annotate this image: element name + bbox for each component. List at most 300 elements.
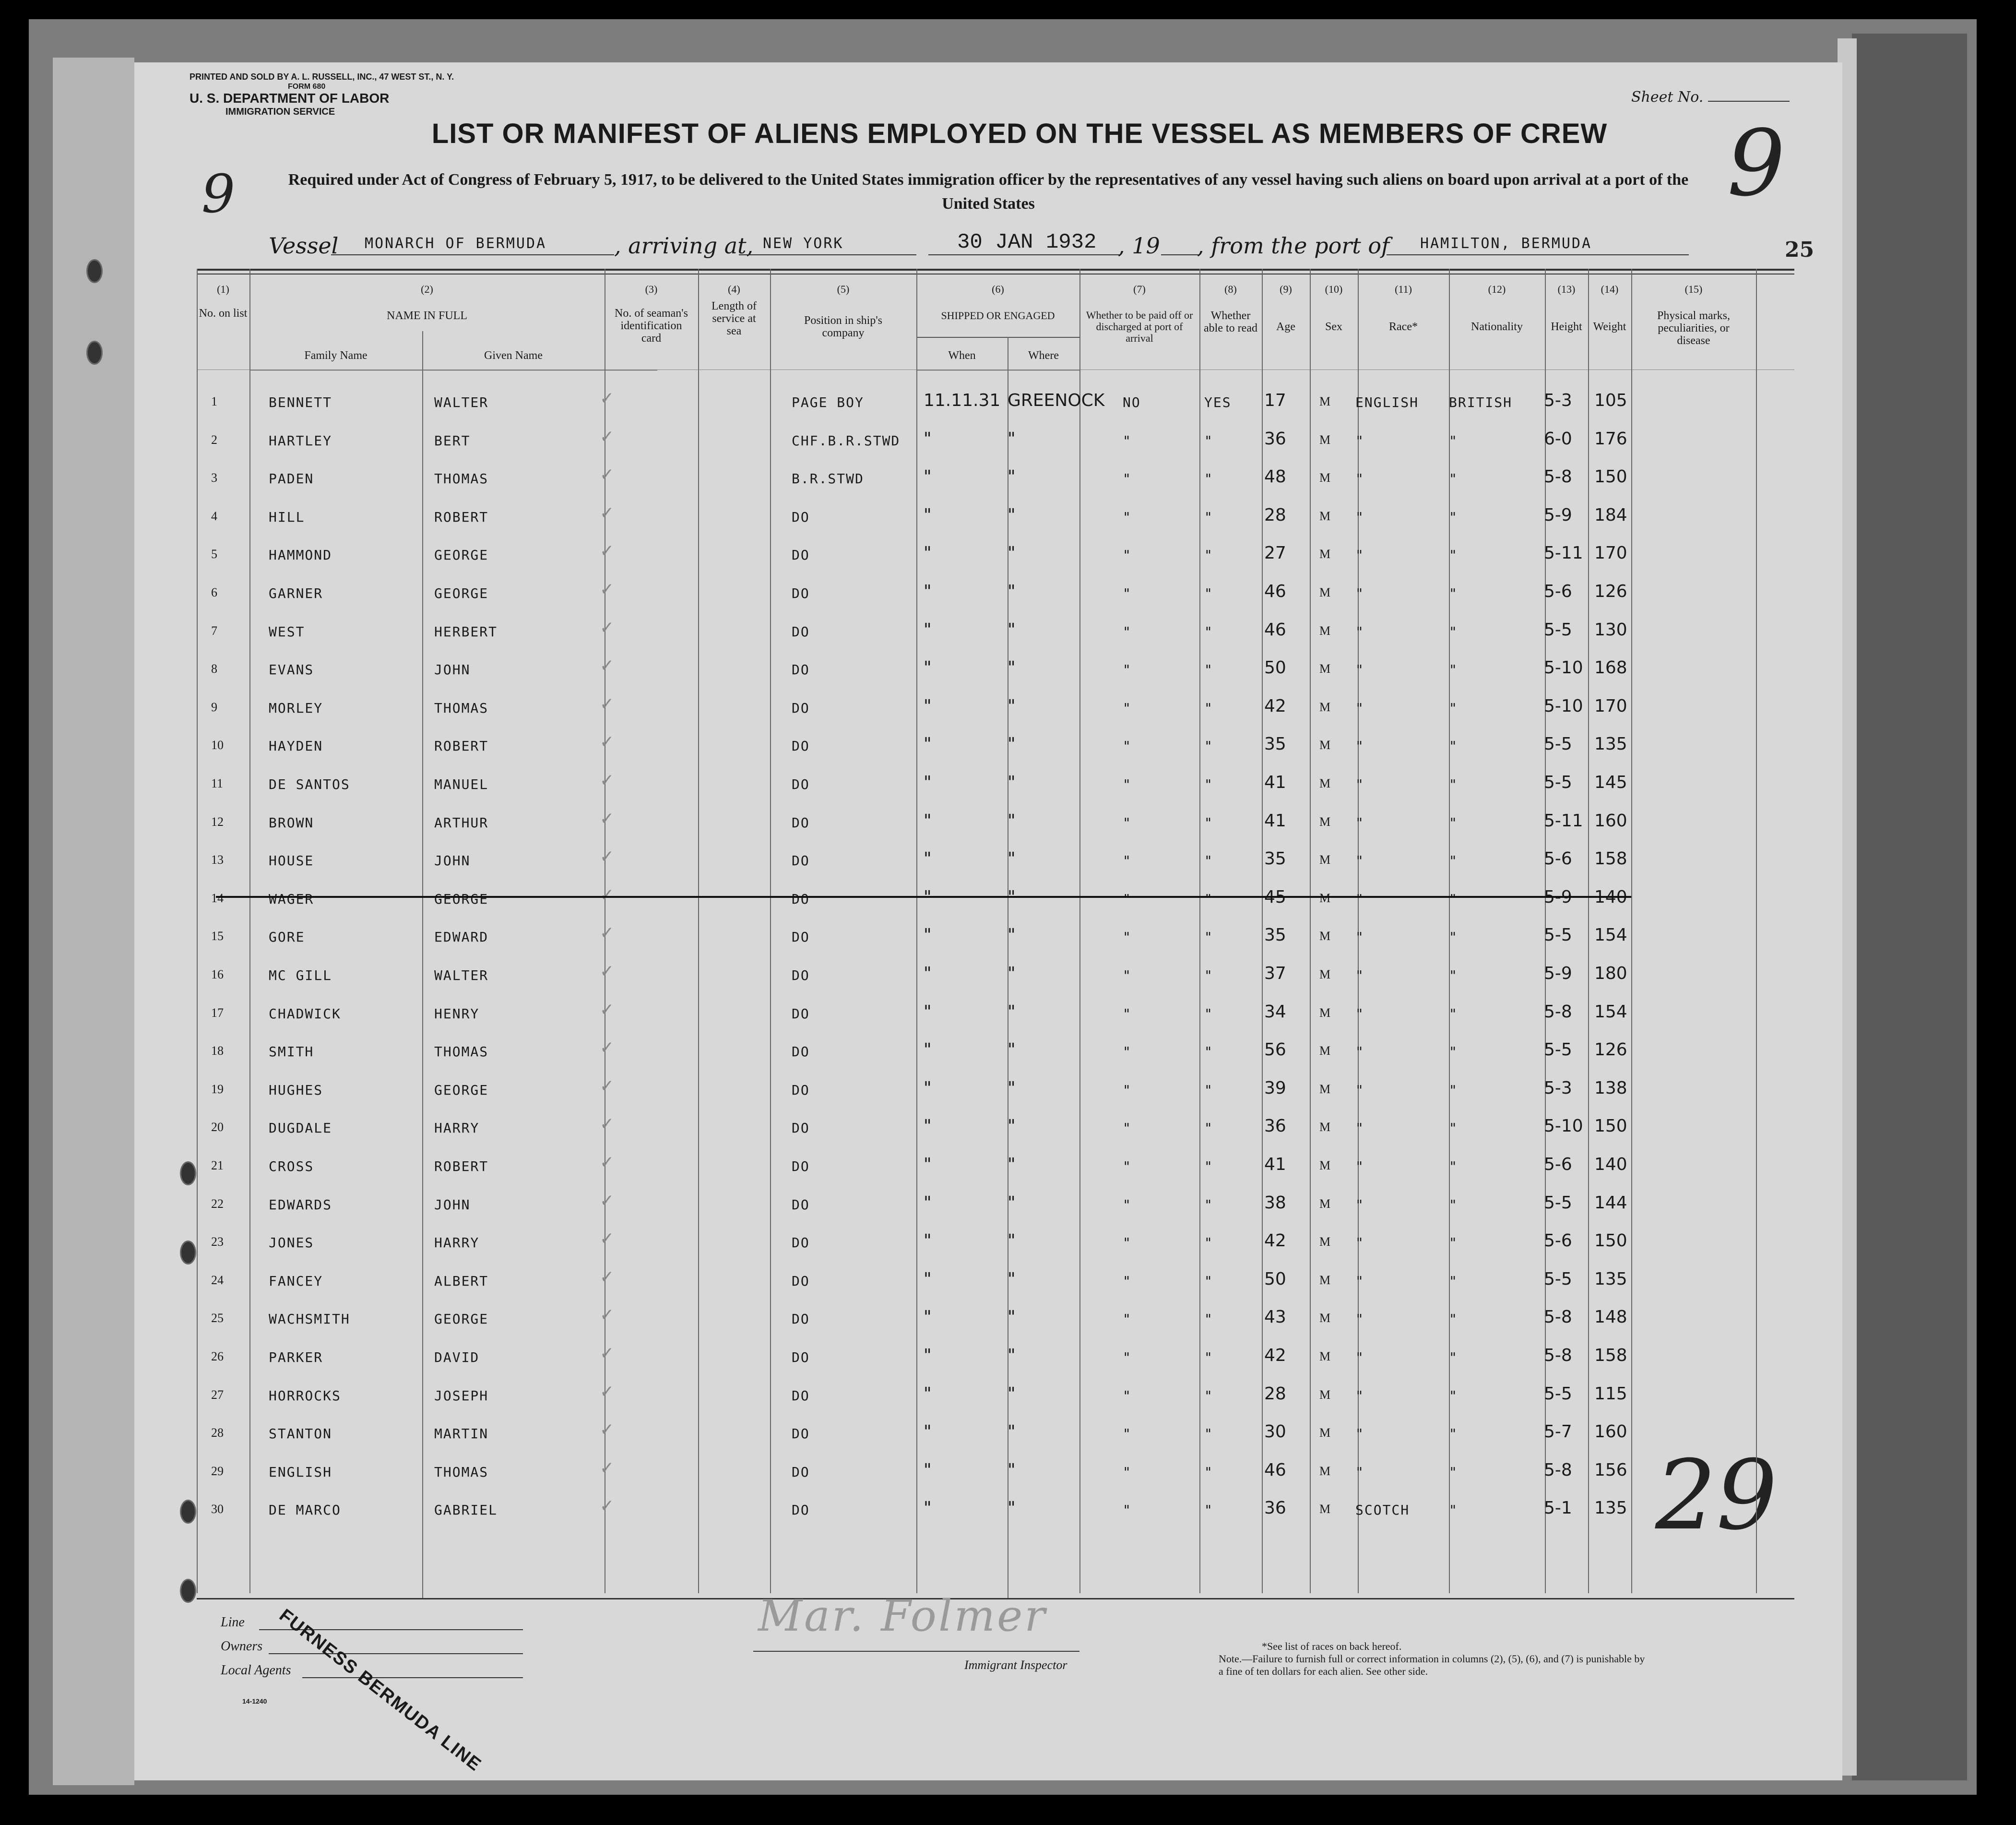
vessel-label: Vessel [269, 233, 339, 259]
cell-family-name: HILL [269, 509, 305, 525]
cell-paid-off: " [1123, 738, 1132, 754]
cell-able-to-read: " [1204, 1235, 1213, 1251]
col-head-family: Family Name [304, 349, 368, 362]
cell-weight: 170 [1594, 543, 1627, 563]
check-mark-icon: ✓ [600, 923, 615, 943]
cell-race: " [1355, 471, 1364, 487]
check-mark-icon: ✓ [600, 427, 615, 447]
cell-position: DO [792, 1082, 810, 1098]
cell-family-name: BROWN [269, 814, 314, 831]
cell-height: 5-3 [1544, 1078, 1572, 1098]
cell-height: 5-11 [1544, 811, 1583, 831]
cell-sex: M [1319, 1273, 1331, 1287]
col-num-14: (14) [1601, 283, 1619, 295]
cell-paid-off: " [1123, 1158, 1132, 1174]
cell-sex: M [1319, 1464, 1331, 1478]
col-head-name: NAME IN FULL [387, 310, 467, 322]
cell-race: " [1355, 1005, 1364, 1022]
cell-age: 17 [1264, 391, 1286, 410]
cell-race: " [1355, 853, 1364, 869]
cell-given-name: WALTER [434, 967, 489, 983]
cell-race: " [1355, 585, 1364, 601]
cell-age: 41 [1264, 773, 1286, 792]
cell-nationality: " [1449, 738, 1458, 754]
cell-paid-off: " [1123, 1502, 1132, 1518]
cell-row-number: 26 [211, 1349, 224, 1363]
col-head-height: Height [1551, 321, 1582, 333]
cell-family-name: ENGLISH [269, 1464, 332, 1480]
cell-position: DO [792, 1426, 810, 1442]
col-num-3: (3) [645, 283, 658, 295]
cell-paid-off: " [1123, 1120, 1132, 1136]
cell-paid-off: " [1123, 967, 1132, 983]
cell-given-name: GEORGE [434, 1311, 489, 1327]
cell-paid-off: " [1123, 623, 1132, 640]
departure-port: HAMILTON, BERMUDA [1420, 235, 1592, 252]
cell-sex: M [1319, 700, 1331, 714]
col-head-paid: Whether to be paid off or discharged at port of arrival [1086, 309, 1193, 344]
col-num-12: (12) [1488, 283, 1506, 295]
cell-height: 5-9 [1544, 505, 1572, 525]
cell-height: 5-6 [1544, 849, 1572, 869]
service-name: IMMIGRATION SERVICE [225, 107, 335, 117]
cell-family-name: MORLEY [269, 700, 323, 716]
cell-able-to-read: " [1204, 1464, 1213, 1480]
cell-race: " [1355, 776, 1364, 792]
cell-family-name: DE MARCO [269, 1502, 341, 1518]
cell-age: 43 [1264, 1307, 1286, 1327]
cell-paid-off: " [1123, 1005, 1132, 1022]
cell-position: DO [792, 1502, 810, 1518]
penalty-note: Note.—Failure to furnish full or correct information in columns (2), (5), (6), and (7) is punishable by a fine of ten dollars for each alien. See other side. [1219, 1653, 1645, 1677]
cell-paid-off: " [1123, 662, 1132, 678]
cell-given-name: THOMAS [434, 471, 489, 487]
cell-weight: 184 [1594, 505, 1627, 525]
cell-nationality: " [1449, 585, 1458, 601]
cell-shipped-where: " [1008, 964, 1016, 983]
cell-sex: M [1319, 814, 1331, 829]
cell-height: 5-7 [1544, 1422, 1572, 1442]
cell-row-number: 15 [211, 929, 224, 943]
cell-paid-off: " [1123, 1082, 1132, 1098]
cell-row-number: 21 [211, 1158, 224, 1172]
cell-shipped-when: " [924, 1193, 932, 1213]
cell-position: DO [792, 1349, 810, 1365]
cell-age: 42 [1264, 1231, 1286, 1251]
col-num-10: (10) [1325, 283, 1343, 295]
cell-given-name: GEORGE [434, 547, 489, 563]
cell-able-to-read: " [1204, 1005, 1213, 1022]
cell-race: " [1355, 1235, 1364, 1251]
cell-position: DO [792, 662, 810, 678]
cell-shipped-when: " [924, 811, 932, 831]
cell-age: 46 [1264, 1460, 1286, 1480]
cell-shipped-where: GREENOCK [1008, 391, 1105, 410]
cell-nationality: " [1449, 662, 1458, 678]
cell-sex: M [1319, 738, 1331, 752]
cell-given-name: HENRY [434, 1005, 480, 1022]
cell-shipped-when: " [924, 887, 932, 907]
cell-weight: 126 [1594, 1040, 1627, 1060]
cell-row-number: 29 [211, 1464, 224, 1478]
cell-position: PAGE BOY [792, 394, 864, 410]
cell-weight: 150 [1594, 467, 1627, 487]
cell-age: 35 [1264, 734, 1286, 754]
cell-position: DO [792, 585, 810, 601]
cell-given-name: THOMAS [434, 1044, 489, 1060]
cell-shipped-where: " [1008, 1193, 1016, 1213]
cell-nationality: " [1449, 1426, 1458, 1442]
cell-shipped-when: " [924, 1460, 932, 1480]
col-num-9: (9) [1280, 283, 1292, 295]
col-head-race: Race* [1389, 321, 1418, 333]
cell-height: 5-8 [1544, 1002, 1572, 1022]
col-head-where: Where [1028, 349, 1059, 362]
check-mark-icon: ✓ [600, 1496, 615, 1516]
cell-sex: M [1319, 967, 1331, 981]
cell-race: " [1355, 1044, 1364, 1060]
cell-nationality: " [1449, 1196, 1458, 1213]
cell-shipped-where: " [1008, 1460, 1016, 1480]
arriving-label: , arriving at, [614, 233, 754, 259]
col-head-length: Length of service at sea [712, 300, 757, 337]
col-head-no: No. on list [199, 307, 248, 320]
cell-shipped-when: " [924, 582, 932, 601]
cell-family-name: JONES [269, 1235, 314, 1251]
cell-weight: 170 [1594, 696, 1627, 716]
cell-shipped-when: " [924, 505, 932, 525]
cell-race: " [1355, 623, 1364, 640]
cell-family-name: DE SANTOS [269, 776, 350, 792]
cell-age: 39 [1264, 1078, 1286, 1098]
cell-nationality: " [1449, 1005, 1458, 1022]
cell-shipped-when: " [924, 696, 932, 716]
cell-shipped-when: " [924, 1384, 932, 1404]
cell-race: " [1355, 1120, 1364, 1136]
cell-row-number: 1 [211, 394, 217, 408]
col-num-1: (1) [217, 283, 229, 295]
cell-shipped-where: " [1008, 811, 1016, 831]
cell-position: DO [792, 1044, 810, 1060]
cell-weight: 144 [1594, 1193, 1627, 1213]
cell-sex: M [1319, 776, 1331, 790]
cell-age: 50 [1264, 658, 1286, 678]
cell-shipped-where: " [1008, 1346, 1016, 1365]
cell-paid-off: " [1123, 1426, 1132, 1442]
cell-paid-off: " [1123, 853, 1132, 869]
cell-race: " [1355, 547, 1364, 563]
cell-given-name: EDWARD [434, 929, 489, 945]
cell-age: 36 [1264, 429, 1286, 449]
cell-family-name: STANTON [269, 1426, 332, 1442]
cell-sex: M [1319, 1502, 1331, 1516]
cell-position: DO [792, 853, 810, 869]
col-num-6: (6) [992, 283, 1004, 295]
cell-row-number: 24 [211, 1273, 224, 1287]
cell-paid-off: " [1123, 1196, 1132, 1213]
col-head-physical: Physical marks, peculiarities, or disease [1657, 310, 1730, 347]
form-number: FORM 680 [288, 83, 326, 91]
col-num-13: (13) [1557, 283, 1576, 295]
cell-row-number: 6 [211, 585, 217, 599]
cell-given-name: ROBERT [434, 1158, 489, 1174]
binding-hole [180, 1500, 196, 1524]
cell-shipped-when: " [924, 849, 932, 869]
cell-given-name: JOHN [434, 1196, 471, 1213]
form-title: LIST OR MANIFEST OF ALIENS EMPLOYED ON THE VESSEL AS MEMBERS OF CREW [431, 118, 1608, 149]
cell-able-to-read: " [1204, 432, 1213, 449]
cell-paid-off: " [1123, 585, 1132, 601]
cell-age: 28 [1264, 505, 1286, 525]
cell-given-name: ROBERT [434, 509, 489, 525]
col-head-age: Age [1276, 321, 1295, 333]
cell-height: 5-5 [1544, 1040, 1572, 1060]
cell-age: 46 [1264, 620, 1286, 640]
cell-nationality: " [1449, 776, 1458, 792]
cell-family-name: HOUSE [269, 853, 314, 869]
cell-paid-off: " [1123, 1349, 1132, 1365]
cell-age: 50 [1264, 1269, 1286, 1289]
cell-row-number: 5 [211, 547, 217, 561]
inspector-label: Immigrant Inspector [964, 1658, 1067, 1672]
cell-family-name: BENNETT [269, 394, 332, 410]
cell-row-number: 30 [211, 1502, 224, 1516]
form-subtitle: Required under Act of Congress of February 5, 1917, to be delivered to the United States immigration officer by the representatives of any vessel having such aliens on board upon arrival at a port of the United States [288, 171, 1689, 213]
cell-sex: M [1319, 1426, 1331, 1440]
cell-able-to-read: " [1204, 853, 1213, 869]
check-mark-icon: ✓ [600, 847, 615, 867]
cell-age: 45 [1264, 887, 1286, 907]
cell-sex: M [1319, 1235, 1331, 1249]
cell-paid-off: " [1123, 1464, 1132, 1480]
cell-position: DO [792, 1387, 810, 1404]
cell-position: DO [792, 1158, 810, 1174]
cell-sex: M [1319, 509, 1331, 523]
printer-line: PRINTED AND SOLD BY A. L. RUSSELL, INC., 47 WEST ST., N. Y. [190, 72, 454, 82]
cell-shipped-when: " [924, 658, 932, 678]
cell-weight: 115 [1594, 1384, 1627, 1404]
cell-shipped-when: " [924, 1116, 932, 1136]
cell-given-name: GEORGE [434, 1082, 489, 1098]
cell-shipped-where: " [1008, 734, 1016, 754]
cell-weight: 168 [1594, 658, 1627, 678]
cell-able-to-read: " [1204, 471, 1213, 487]
cell-shipped-where: " [1008, 925, 1016, 945]
handwritten-sheet-number: 9 [1727, 110, 1785, 216]
cell-row-number: 27 [211, 1387, 224, 1402]
cell-age: 36 [1264, 1498, 1286, 1518]
cell-able-to-read: " [1204, 1311, 1213, 1327]
cell-height: 5-8 [1544, 1460, 1572, 1480]
cell-age: 27 [1264, 543, 1286, 563]
cell-family-name: HORROCKS [269, 1387, 341, 1404]
cell-height: 5-10 [1544, 696, 1583, 716]
arriving-port: NEW YORK [763, 235, 844, 252]
cell-paid-off: " [1123, 547, 1132, 563]
cell-family-name: EVANS [269, 662, 314, 678]
col-num-8: (8) [1224, 283, 1237, 295]
cell-race: " [1355, 1464, 1364, 1480]
cell-race: " [1355, 738, 1364, 754]
cell-shipped-when: " [924, 620, 932, 640]
cell-race: " [1355, 891, 1364, 907]
cell-sex: M [1319, 1005, 1331, 1020]
check-mark-icon: ✓ [600, 1382, 615, 1402]
cell-row-number: 3 [211, 471, 217, 485]
cell-paid-off: " [1123, 432, 1132, 449]
cell-able-to-read: " [1204, 1502, 1213, 1518]
department-name: U. S. DEPARTMENT OF LABOR [190, 91, 390, 106]
check-mark-icon: ✓ [600, 1458, 615, 1478]
cell-sex: M [1319, 1387, 1331, 1402]
cell-weight: 154 [1594, 1002, 1627, 1022]
cell-row-number: 16 [211, 967, 224, 981]
cell-shipped-when: " [924, 1307, 932, 1327]
cell-row-number: 7 [211, 623, 217, 638]
cell-nationality: " [1449, 891, 1458, 907]
cell-paid-off: " [1123, 1273, 1132, 1289]
cell-age: 28 [1264, 1384, 1286, 1404]
from-port-label: , from the port of [1197, 233, 1390, 259]
check-mark-icon: ✓ [600, 1038, 615, 1058]
cell-able-to-read: " [1204, 967, 1213, 983]
check-mark-icon: ✓ [600, 732, 615, 752]
col-head-read: Whether able to read [1204, 310, 1257, 334]
cell-shipped-where: " [1008, 1078, 1016, 1098]
page-stack-edge [1852, 34, 1967, 1780]
cell-family-name: WAGER [269, 891, 314, 907]
cell-row-number: 20 [211, 1120, 224, 1134]
cell-position: DO [792, 929, 810, 945]
cell-given-name: WALTER [434, 394, 489, 410]
cell-race: " [1355, 1311, 1364, 1327]
cell-shipped-where: " [1008, 543, 1016, 563]
cell-race: SCOTCH [1355, 1502, 1410, 1518]
cell-weight: 130 [1594, 620, 1627, 640]
cell-family-name: GORE [269, 929, 305, 945]
cell-given-name: GEORGE [434, 891, 489, 907]
cell-able-to-read: " [1204, 1044, 1213, 1060]
cell-height: 5-11 [1544, 543, 1583, 563]
cell-shipped-when: " [924, 429, 932, 449]
cell-weight: 160 [1594, 811, 1627, 831]
cell-given-name: THOMAS [434, 700, 489, 716]
cell-paid-off: " [1123, 700, 1132, 716]
cell-nationality: " [1449, 1120, 1458, 1136]
cell-shipped-when: " [924, 1078, 932, 1098]
cell-shipped-where: " [1008, 620, 1016, 640]
check-mark-icon: ✓ [600, 809, 615, 829]
check-mark-icon: ✓ [600, 1267, 615, 1287]
cell-family-name: HAYDEN [269, 738, 323, 754]
cell-position: DO [792, 891, 810, 907]
cell-given-name: HARRY [434, 1235, 480, 1251]
cell-race: " [1355, 662, 1364, 678]
cell-family-name: PARKER [269, 1349, 323, 1365]
cell-shipped-where: " [1008, 1307, 1016, 1327]
cell-row-number: 4 [211, 509, 217, 523]
cell-race: " [1355, 432, 1364, 449]
binding-hole [86, 259, 103, 283]
binding-strip [53, 58, 134, 1785]
cell-shipped-when: " [924, 1002, 932, 1022]
col-head-weight: Weight [1593, 321, 1626, 333]
cell-family-name: CHADWICK [269, 1005, 341, 1022]
cell-position: DO [792, 1120, 810, 1136]
cell-shipped-when: " [924, 734, 932, 754]
cell-height: 5-6 [1544, 582, 1572, 601]
cell-height: 5-6 [1544, 1231, 1572, 1251]
col-head-position: Position in ship's company [804, 314, 883, 339]
cell-age: 37 [1264, 964, 1286, 983]
cell-position: DO [792, 738, 810, 754]
cell-family-name: HARTLEY [269, 432, 332, 449]
check-mark-icon: ✓ [600, 1153, 615, 1172]
col-head-shipped: SHIPPED OR ENGAGED [941, 310, 1055, 322]
cell-height: 5-5 [1544, 925, 1572, 945]
col-num-7: (7) [1133, 283, 1146, 295]
cell-row-number: 25 [211, 1311, 224, 1325]
race-note: *See list of races on back hereof. [1262, 1640, 1402, 1652]
cell-paid-off: " [1123, 1044, 1132, 1060]
cell-race: " [1355, 929, 1364, 945]
cell-paid-off: " [1123, 1235, 1132, 1251]
cell-age: 30 [1264, 1422, 1286, 1442]
cell-weight: 158 [1594, 1346, 1627, 1365]
check-mark-icon: ✓ [600, 694, 615, 714]
cell-able-to-read: " [1204, 814, 1213, 831]
cell-family-name: SMITH [269, 1044, 314, 1060]
local-agents-label: Local Agents [221, 1663, 291, 1678]
cell-able-to-read: " [1204, 1349, 1213, 1365]
cell-nationality: " [1449, 1349, 1458, 1365]
cell-shipped-where: " [1008, 1422, 1016, 1442]
cell-able-to-read: " [1204, 929, 1213, 945]
cell-paid-off: " [1123, 471, 1132, 487]
cell-position: DO [792, 700, 810, 716]
cell-age: 56 [1264, 1040, 1286, 1060]
cell-shipped-where: " [1008, 467, 1016, 487]
cell-paid-off: " [1123, 1387, 1132, 1404]
cell-nationality: " [1449, 1082, 1458, 1098]
cell-weight: 126 [1594, 582, 1627, 601]
cell-shipped-where: " [1008, 1116, 1016, 1136]
cell-sex: M [1319, 1120, 1331, 1134]
cell-height: 5-5 [1544, 1384, 1572, 1404]
cell-given-name: ROBERT [434, 738, 489, 754]
check-mark-icon: ✓ [600, 541, 615, 561]
cell-weight: 140 [1594, 887, 1627, 907]
cell-race: " [1355, 1349, 1364, 1365]
cell-family-name: MC GILL [269, 967, 332, 983]
col-head-sex: Sex [1325, 321, 1342, 333]
cell-family-name: PADEN [269, 471, 314, 487]
col-head-given: Given Name [484, 349, 543, 362]
cell-shipped-when: " [924, 1498, 932, 1518]
cell-able-to-read: " [1204, 776, 1213, 792]
cell-shipped-when: " [924, 1040, 932, 1060]
cell-family-name: GARNER [269, 585, 323, 601]
cell-height: 5-8 [1544, 467, 1572, 487]
cell-weight: 180 [1594, 964, 1627, 983]
cell-height: 5-6 [1544, 1155, 1572, 1174]
cell-nationality: " [1449, 1235, 1458, 1251]
cell-shipped-when: " [924, 543, 932, 563]
cell-race: " [1355, 814, 1364, 831]
cell-age: 41 [1264, 1155, 1286, 1174]
cell-age: 48 [1264, 467, 1286, 487]
col-num-11: (11) [1395, 283, 1412, 295]
